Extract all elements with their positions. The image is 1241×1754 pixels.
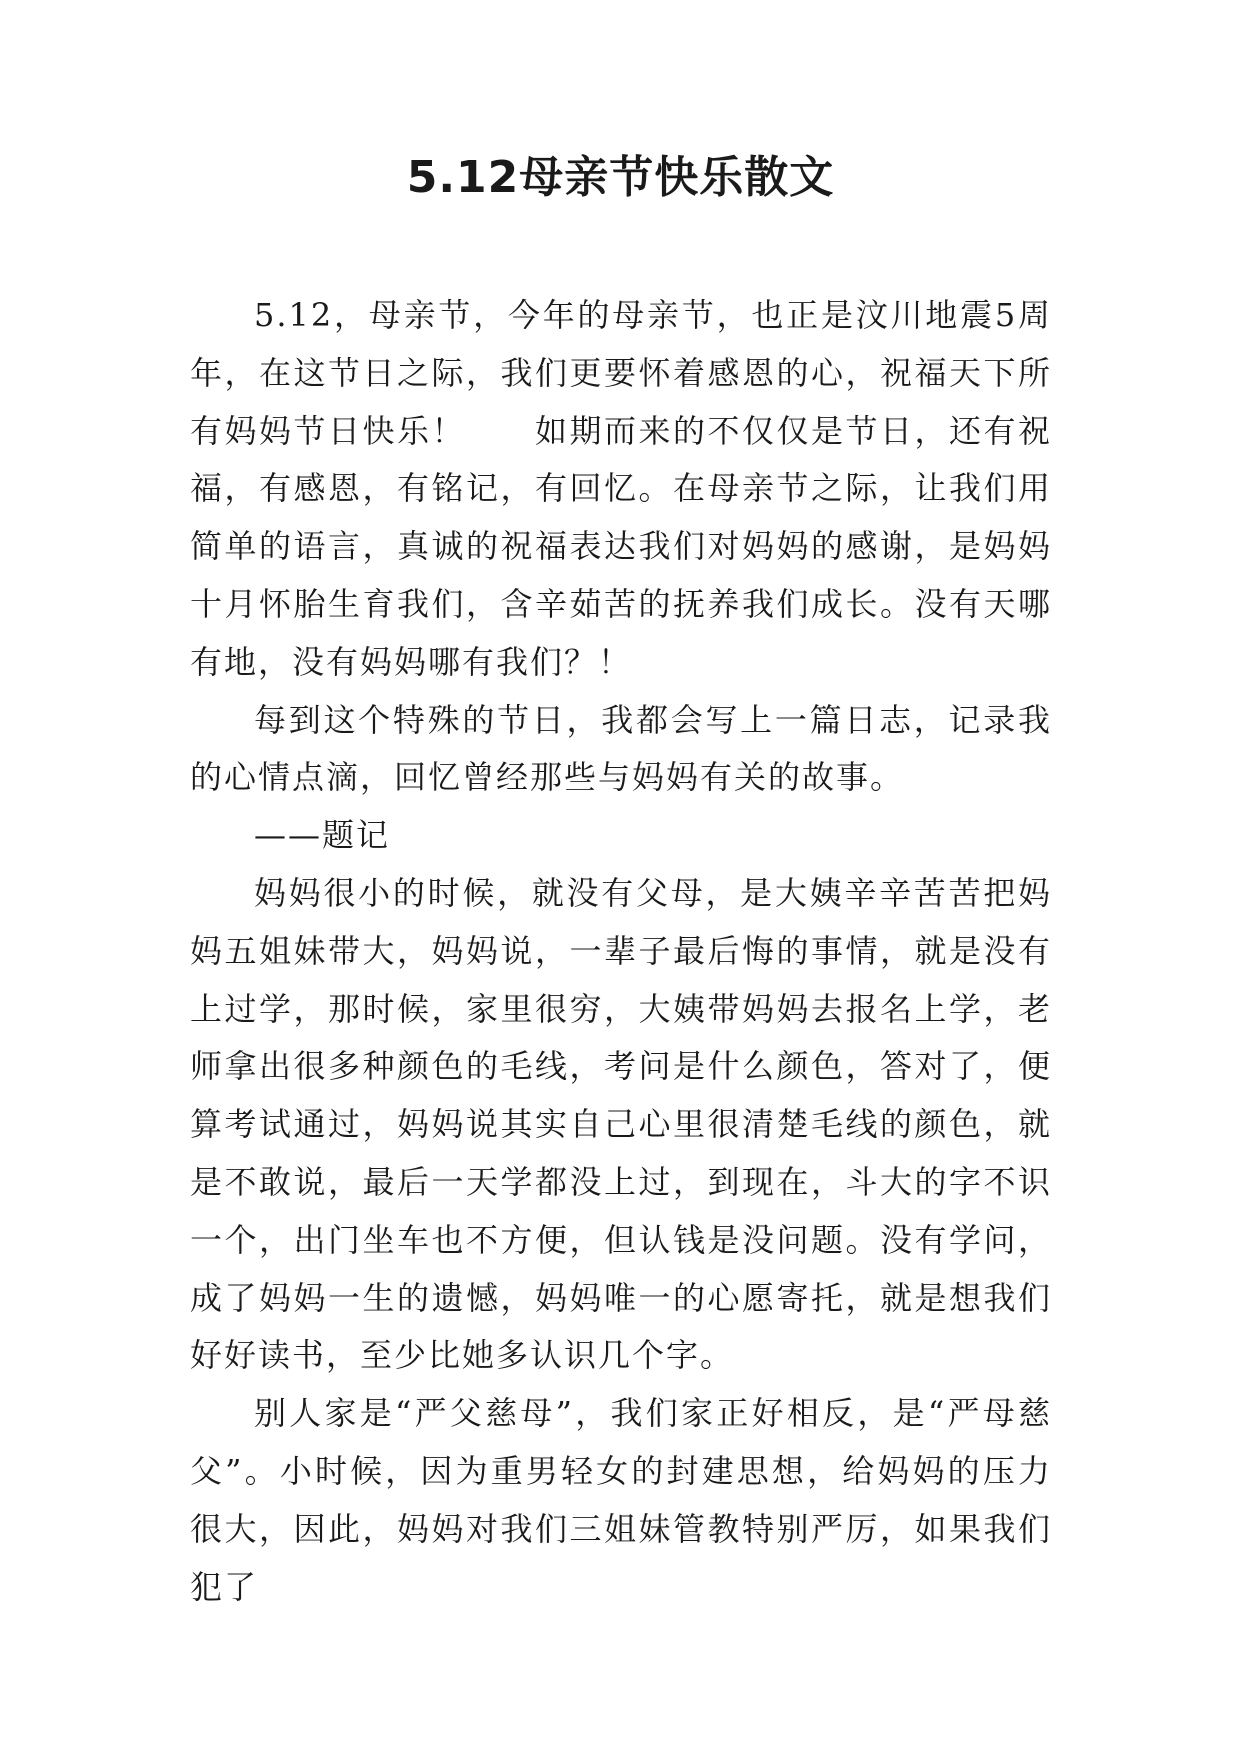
paragraph-strict-mother: 别人家是“严父慈母”，我们家正好相反，是“严母慈父”。小时候，因为重男轻女的封建思想，给妈妈的压力很大，因此，妈妈对我们三姐妹管教特别严厉，如果我们犯了 — [190, 1394, 1052, 1606]
paragraph-diary: 每到这个特殊的节日，我都会写上一篇日志，记录我的心情点滴，回忆曾经那些与妈妈有关的故事。 — [190, 700, 1052, 797]
document-body — [190, 287, 1052, 1616]
document-title: 5.12母亲节快乐散文 — [406, 152, 835, 203]
paragraph-epigraph-note: ——题记 — [254, 816, 391, 855]
paragraph-intro: 5.12，母亲节，今年的母亲节，也正是汶川地震5周年，在这节日之际，我们更要怀着感恩的心，祝福天下所有妈妈节日快乐！ 如期而来的不仅仅是节日，还有祝福，有感恩，有铭记，有回忆。在母亲节之际，让我们用简单的语言，真诚的祝福表达我们对妈妈的感谢，是妈妈十月怀胎生育我们，含辛茹苦的抚养我们成长。没有天哪有地，没有妈妈哪有我们？！ — [190, 296, 1052, 681]
paragraph-mother-childhood: 妈妈很小的时候，就没有父母，是大姨辛辛苦苦把妈妈五姐妹带大，妈妈说，一辈子最后悔的事情，就是没有上过学，那时候，家里很穷，大姨带妈妈去报名上学，老师拿出很多种颜色的毛线，考问是什么颜色，答对了，便算考试通过，妈妈说其实自己心里很清楚毛线的颜色，就是不敢说，最后一天学都没上过，到现在，斗大的字不识一个，出门坐车也不方便，但认钱是没问题。没有学问，成了妈妈一生的遗憾，妈妈唯一的心愿寄托，就是想我们好好读书，至少比她多认识几个字。 — [190, 873, 1052, 1375]
